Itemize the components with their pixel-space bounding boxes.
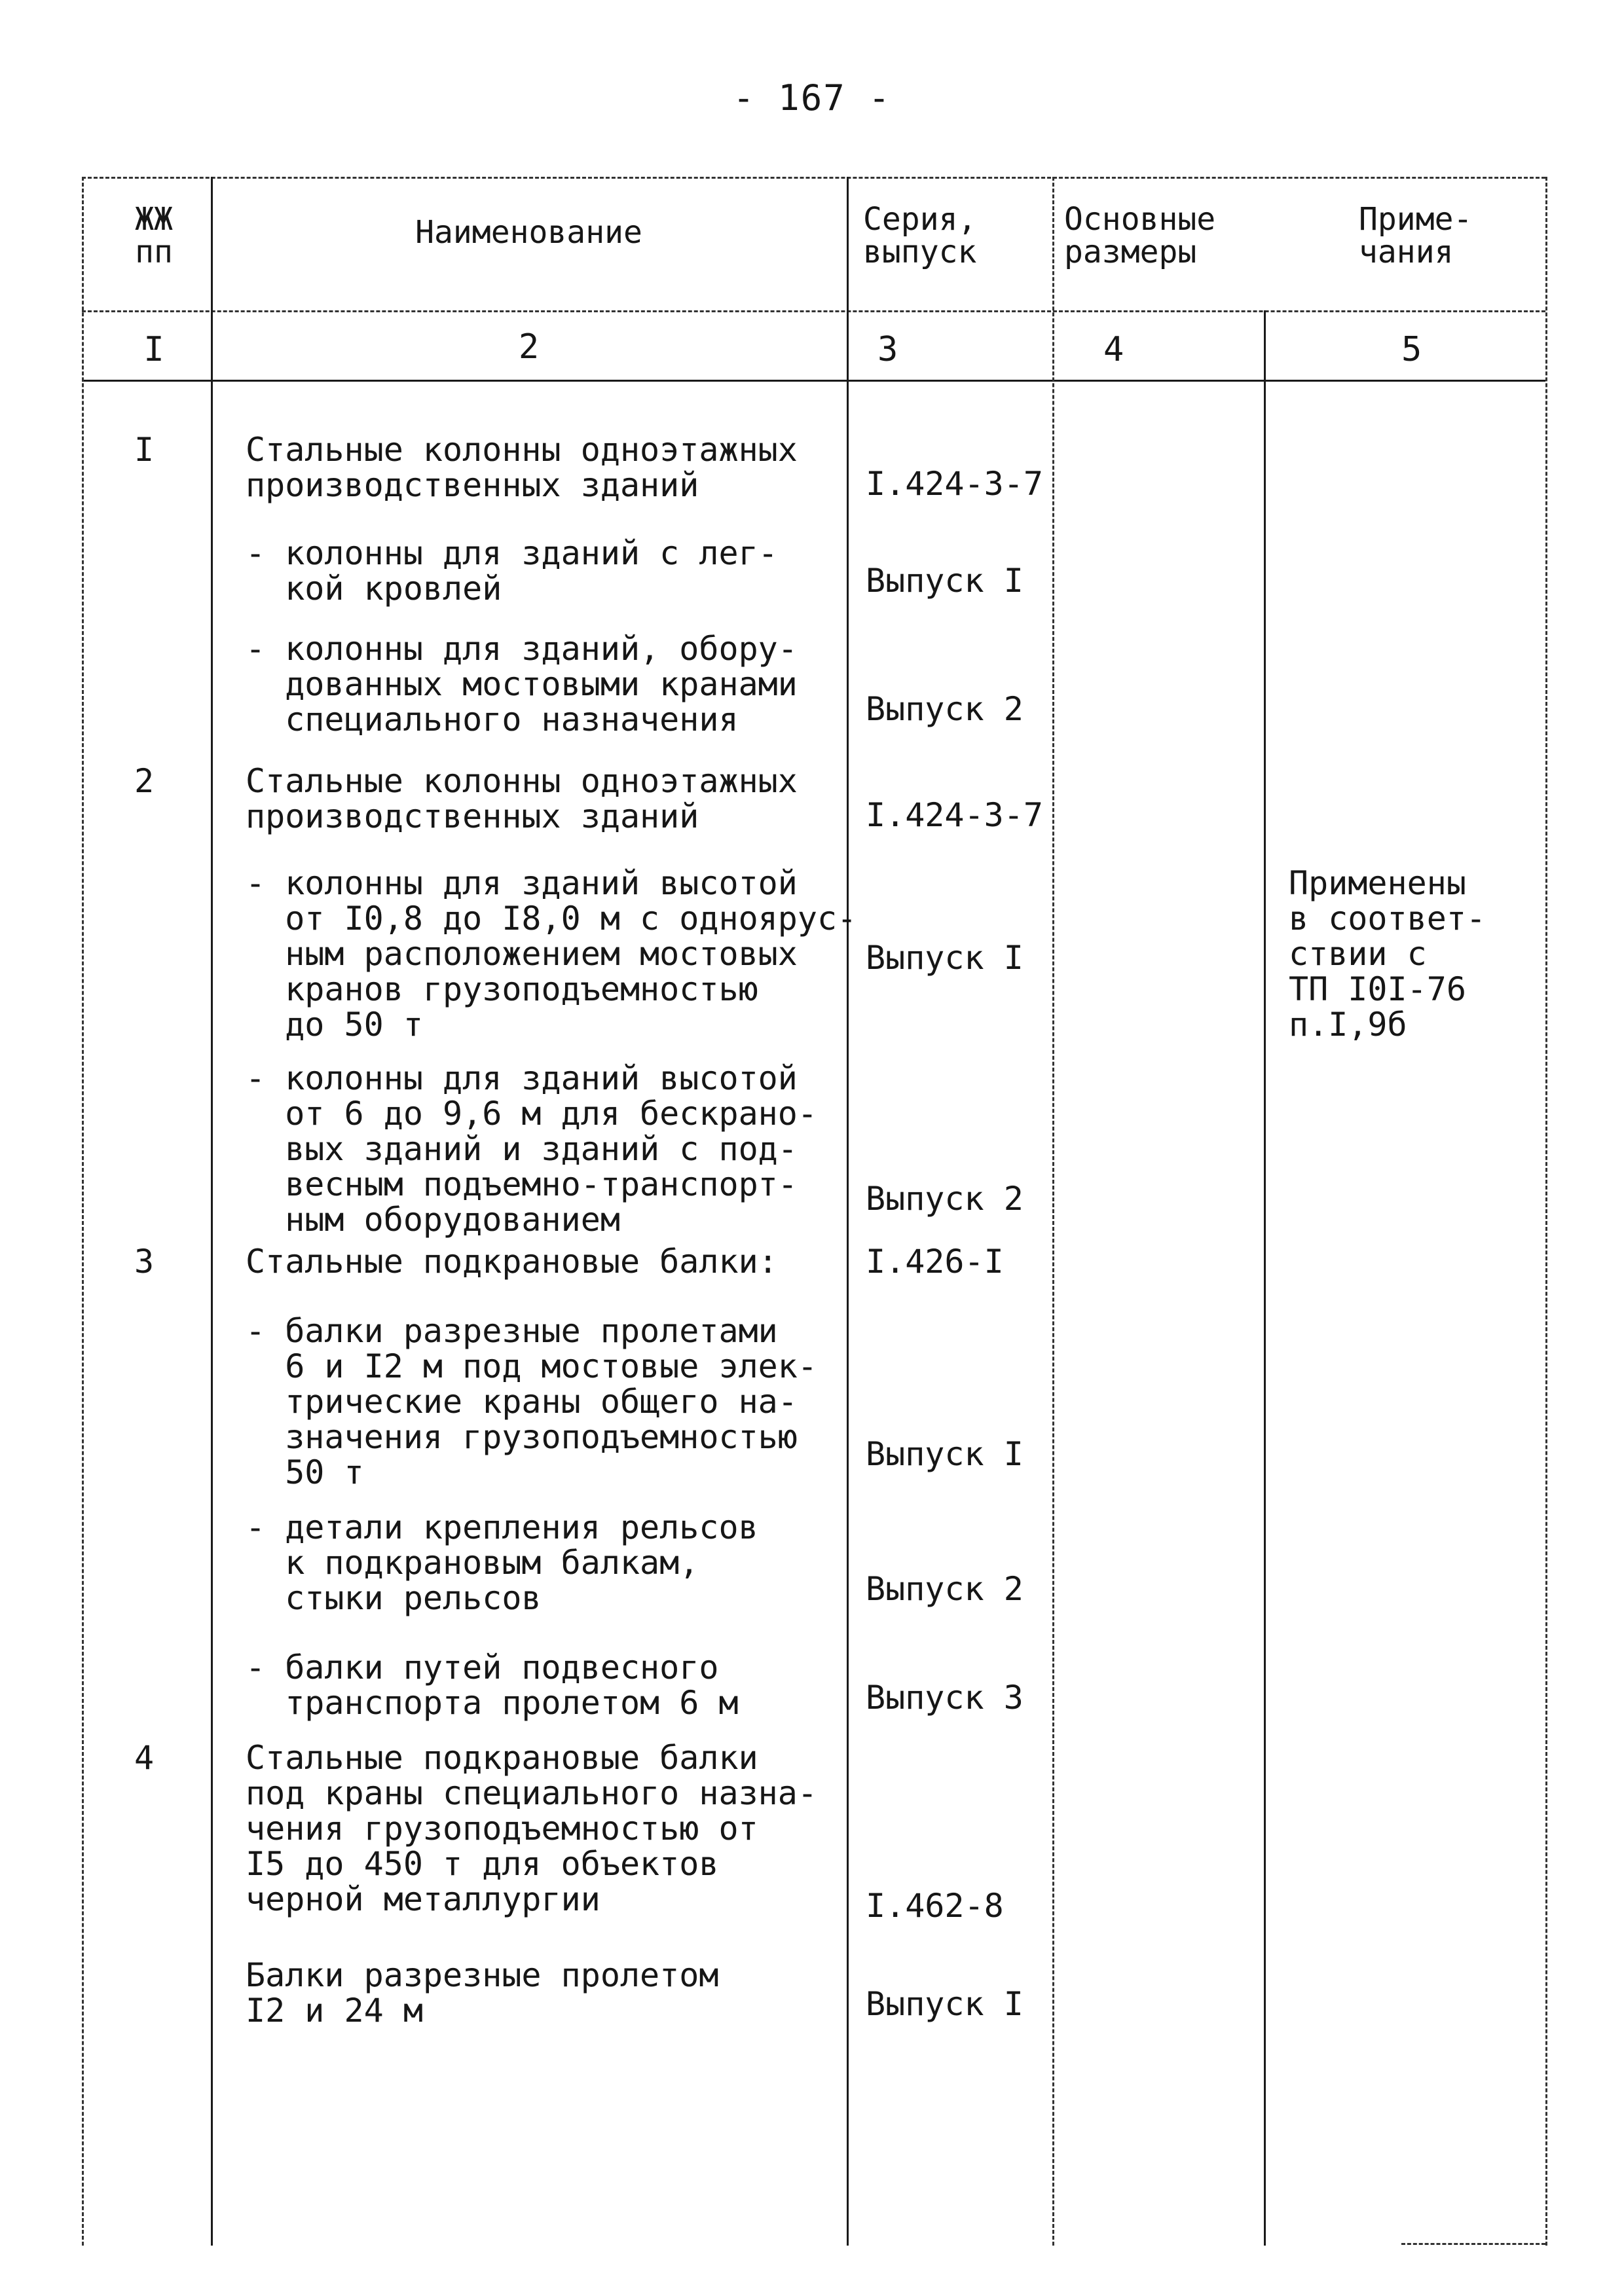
row-series: Выпуск 2: [866, 690, 1024, 728]
column-numbers-bottom-border: [82, 380, 1545, 382]
row-name: Стальные колонны одноэтажных производственных зданий: [246, 762, 798, 835]
row-name: - балки разрезные пролетами 6 и I2 м под мостовые элек- трические краны общего на- значения грузоподъемностью 50 т: [246, 1312, 817, 1491]
header-notes: Приме- чания: [1359, 201, 1473, 270]
row-name: - колонны для зданий высотой от I0,8 до I8,0 м с одноярус- ным расположением мостовых кранов грузоподъемностью до 50 т: [246, 864, 857, 1044]
header-number: ЖЖ пп: [135, 201, 173, 270]
column-number-1: I: [143, 330, 164, 369]
header-bottom-border: [82, 310, 1545, 312]
column-divider-3: [1052, 177, 1054, 2246]
column-number-2: 2: [518, 327, 540, 367]
header-name: Наименование: [415, 214, 642, 251]
table-bottom-fragment: [1401, 2243, 1545, 2245]
row-series: Выпуск 2: [866, 1570, 1024, 1608]
header-dimensions: Основные размеры: [1064, 201, 1216, 270]
row-series: Выпуск 3: [866, 1679, 1024, 1717]
row-series: I.426-I: [866, 1243, 1004, 1281]
row-name: Стальные подкрановые балки под краны специального назна- чения грузоподъемностью от I5 до 450 т для объектов черной металлургии: [246, 1739, 817, 1918]
table-top-border: [82, 177, 1545, 179]
column-divider-2: [847, 177, 849, 2246]
row-series: I.462-8: [866, 1887, 1004, 1925]
column-number-3: 3: [877, 330, 898, 369]
right-border: [1545, 177, 1547, 2246]
column-divider-1: [211, 177, 213, 2246]
row-number: I: [134, 431, 155, 469]
row-number: 2: [134, 762, 155, 800]
page-number: - 167 -: [733, 77, 891, 118]
row-series: Выпуск I: [866, 562, 1024, 600]
row-name: Стальные колонны одноэтажных производственных зданий: [246, 431, 798, 504]
row-name: - колонны для зданий, обору- дованных мостовыми кранами специального назначения: [246, 630, 798, 738]
row-series: Выпуск I: [866, 939, 1024, 977]
row-series: Выпуск I: [866, 1985, 1024, 2023]
row-note: Применены в соответ- ствии с ТП I0I-76 п.I,9б: [1289, 864, 1486, 1044]
header-series: Серия, выпуск: [863, 201, 977, 270]
row-name: Балки разрезные пролетом I2 и 24 м: [246, 1956, 719, 2030]
row-name: - колонны для зданий высотой от 6 до 9,6 м для бескрано- вых зданий и зданий с под- весным подъемно-транспорт- ным оборудованием: [246, 1059, 817, 1239]
row-name: Стальные подкрановые балки:: [246, 1243, 778, 1281]
row-series: I.424-3-7: [866, 465, 1043, 503]
column-number-4: 4: [1103, 330, 1124, 369]
row-name: - балки путей подвесного транспорта пролетом 6 м: [246, 1649, 739, 1722]
row-series: Выпуск I: [866, 1435, 1024, 1473]
row-name: - колонны для зданий с лег- кой кровлей: [246, 534, 778, 608]
row-number: 3: [134, 1243, 155, 1281]
row-name: - детали крепления рельсов к подкрановым балкам, стыки рельсов: [246, 1508, 758, 1617]
column-divider-4: [1264, 310, 1266, 2246]
row-series: Выпуск 2: [866, 1180, 1024, 1218]
column-number-5: 5: [1401, 330, 1422, 369]
row-series: I.424-3-7: [866, 796, 1043, 834]
left-border: [82, 177, 84, 2246]
row-number: 4: [134, 1739, 155, 1777]
